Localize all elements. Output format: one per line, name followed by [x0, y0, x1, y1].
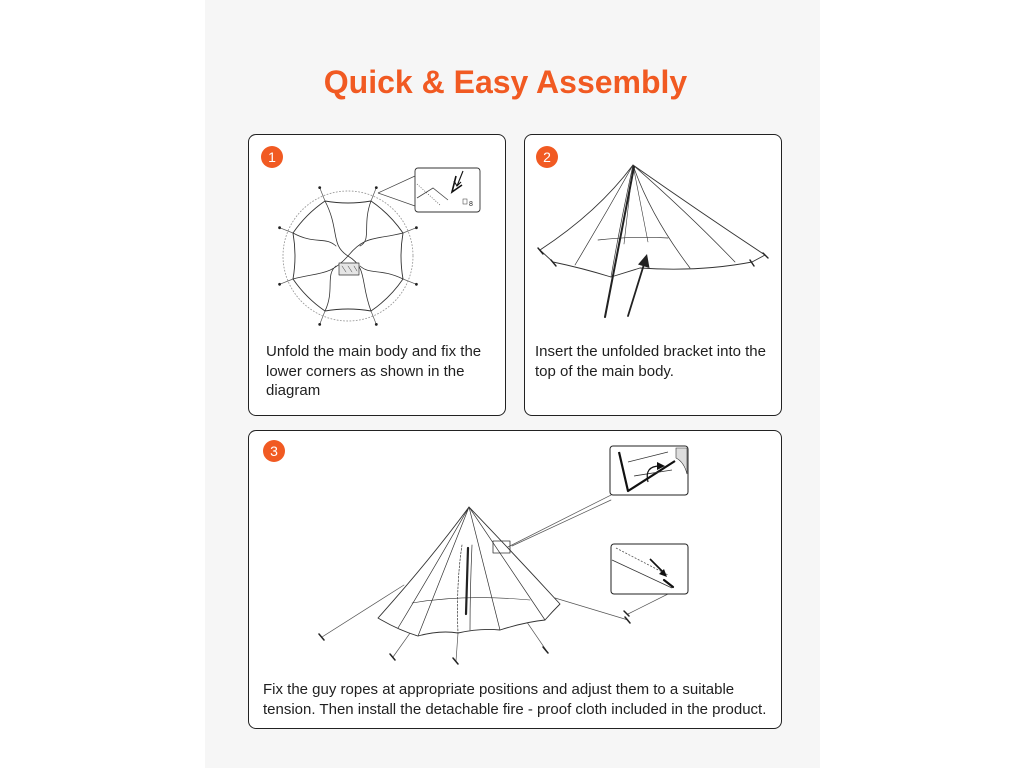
step-3-number-badge: 3 — [263, 440, 285, 462]
step-2-description — [535, 342, 766, 381]
step-1-line: lower corners as shown in the — [266, 362, 465, 380]
top-rope-detail-inset — [610, 446, 688, 495]
bottom-rope-detail-inset — [611, 544, 688, 594]
step-3-line: Fix the guy ropes at appropriate positions and adjust them to a suitable — [263, 681, 735, 698]
step-2-number-badge: 2 — [536, 146, 558, 168]
step-1-description — [266, 342, 481, 401]
step-3-line: tension. Then install the detachable fire - proof cloth included in the product. — [263, 700, 767, 718]
teepee-body-outline — [378, 507, 560, 636]
step-2-tent-diagram — [532, 155, 772, 325]
step-2-line: top of the main body. — [535, 362, 674, 380]
long-guy-rope — [496, 495, 611, 553]
step-1-line: Unfold the main body and fix the — [266, 343, 482, 360]
step-2-line: Insert the unfolded bracket into the — [535, 343, 766, 360]
step-1-line: diagram — [266, 382, 321, 399]
inset-label: 8 — [469, 201, 473, 208]
step-1-number-badge: 1 — [261, 146, 283, 168]
corner-detail-inset — [415, 168, 480, 212]
tent-body-outline — [540, 165, 765, 277]
step-3-description — [263, 680, 766, 719]
step-1-floor-diagram — [262, 160, 492, 332]
step-3-tent-diagram — [300, 440, 692, 666]
page-title: Quick & Easy Assembly — [323, 64, 688, 100]
